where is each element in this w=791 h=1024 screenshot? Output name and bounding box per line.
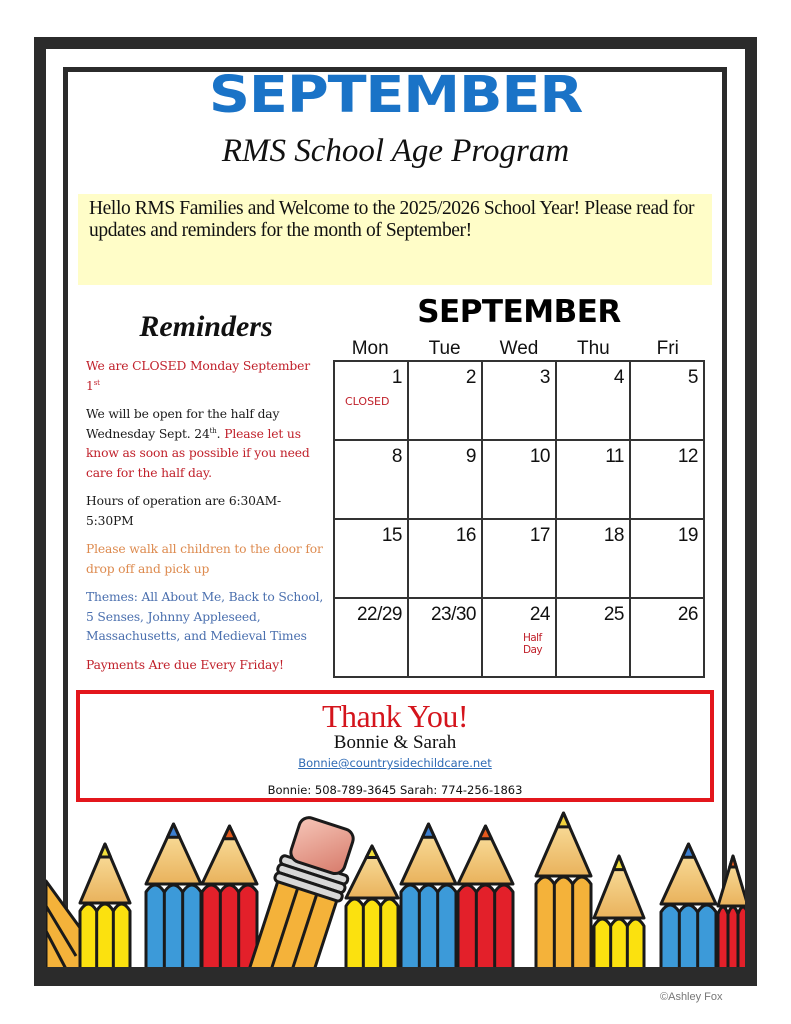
frame-bottom	[46, 967, 745, 976]
pencil-yellow	[594, 856, 644, 969]
day-number: 3	[539, 367, 550, 388]
calendar-weekdays	[333, 338, 705, 360]
reminder-closed	[86, 357, 326, 396]
reminder-hours: Hours of operation are 6:30AM-5:30PM	[86, 494, 282, 528]
calendar-week-row	[334, 361, 704, 440]
calendar-day-cell	[334, 519, 408, 598]
weekday-wed: Wed	[499, 338, 539, 359]
day-number: 8	[391, 446, 402, 467]
reminders-section	[86, 305, 326, 684]
reminder-payments: Payments Are due Every Friday!	[86, 657, 284, 672]
calendar-day-cell	[408, 519, 482, 598]
reminder-closed-text: We are CLOSED Monday September 1	[86, 359, 310, 393]
calendar-day-cell	[630, 361, 704, 440]
day-number: 22/29	[356, 604, 402, 625]
pencil-blue	[661, 844, 716, 969]
day-number: 25	[603, 604, 624, 625]
day-number: 4	[613, 367, 624, 388]
illustration-credit: ©Ashley Fox	[660, 991, 723, 1003]
calendar-day-cell	[556, 598, 630, 677]
day-number: 23/30	[430, 604, 476, 625]
calendar-day-cell	[482, 361, 556, 440]
day-number: 24	[529, 604, 550, 625]
weekday-mon: Mon	[351, 338, 389, 359]
reminder-walk: Please walk all children to the door for drop off and pick up	[86, 542, 323, 576]
day-note: Half Day	[523, 632, 542, 656]
weekday-tue: Tue	[428, 338, 461, 359]
calendar-day-cell	[482, 440, 556, 519]
calendar-day-cell	[482, 519, 556, 598]
calendar-week-row	[334, 440, 704, 519]
calendar-day-cell	[334, 440, 408, 519]
program-subtitle: RMS School Age Program	[221, 133, 570, 169]
calendar-day-cell	[556, 519, 630, 598]
calendar-day-cell	[556, 361, 630, 440]
welcome-text: Hello RMS Families and Welcome to the 2025/2026 School Year! Please read for updates and reminders for the month of September!	[89, 198, 695, 241]
weekday-thu: Thu	[576, 338, 610, 359]
pencil-blue	[401, 824, 456, 969]
day-number: 10	[529, 446, 550, 467]
pencils-border-illustration	[46, 806, 745, 976]
welcome-box	[78, 194, 712, 285]
pencil-red	[718, 856, 745, 969]
reminder-half-day-request: Please let us know as soon as possible if you need care for the half day.	[86, 426, 310, 480]
pencil-yellow	[80, 844, 130, 969]
email-link[interactable]: Bonnie@countrysidechildcare.net	[298, 756, 492, 770]
reminder-half-day-period: .	[216, 426, 221, 441]
reminder-half-day-text: We will be open for the half day Wednesday Sept. 24	[86, 407, 280, 441]
day-number: 12	[677, 446, 698, 467]
pencil-blue	[146, 824, 201, 969]
pencil-yellow	[346, 846, 398, 969]
calendar-day-cell	[482, 598, 556, 677]
thank-you-box	[76, 690, 714, 802]
calendar-day-cell	[630, 519, 704, 598]
thank-you-title: Thank You!	[321, 698, 469, 734]
calendar-day-cell	[408, 440, 482, 519]
reminder-half-day	[86, 405, 326, 483]
pencil-red	[202, 826, 257, 969]
day-number: 11	[605, 446, 624, 467]
pencil-red	[458, 826, 513, 969]
phone-numbers: Bonnie: 508-789-3645 Sarah: 774-256-1863	[267, 783, 523, 797]
day-number: 26	[677, 604, 698, 625]
pencil-with-eraser	[241, 813, 363, 976]
reminders-title: Reminders	[139, 310, 273, 343]
calendar-day-cell	[408, 361, 482, 440]
page-title: SEPTEMBER	[208, 66, 583, 125]
reminder-themes: Themes: All About Me, Back to School, 5 Senses, Johnny Appleseed, Massachusetts, and Medieval Times	[86, 590, 324, 643]
calendar-grid	[333, 360, 705, 678]
day-number: 15	[381, 525, 402, 546]
day-number: 18	[603, 525, 624, 546]
day-number: 1	[391, 367, 402, 388]
pencil-orange	[536, 813, 591, 969]
calendar-week-row	[334, 598, 704, 677]
ordinal-suffix: st	[93, 378, 100, 387]
calendar-day-cell	[408, 598, 482, 677]
calendar-day-cell	[334, 598, 408, 677]
calendar-day-cell	[556, 440, 630, 519]
staff-names: Bonnie & Sarah	[333, 732, 457, 753]
day-note: CLOSED	[345, 395, 390, 408]
calendar-week-row	[334, 519, 704, 598]
day-number: 5	[687, 367, 698, 388]
calendar-day-cell	[630, 440, 704, 519]
day-number: 2	[465, 367, 476, 388]
day-number: 9	[465, 446, 476, 467]
day-number: 17	[529, 525, 550, 546]
calendar-day-cell	[630, 598, 704, 677]
day-number: 19	[677, 525, 698, 546]
calendar-title: SEPTEMBER	[417, 294, 621, 330]
calendar-day-cell	[334, 361, 408, 440]
ordinal-suffix: th	[209, 426, 217, 435]
day-number: 16	[455, 525, 476, 546]
weekday-fri: Fri	[656, 338, 679, 359]
